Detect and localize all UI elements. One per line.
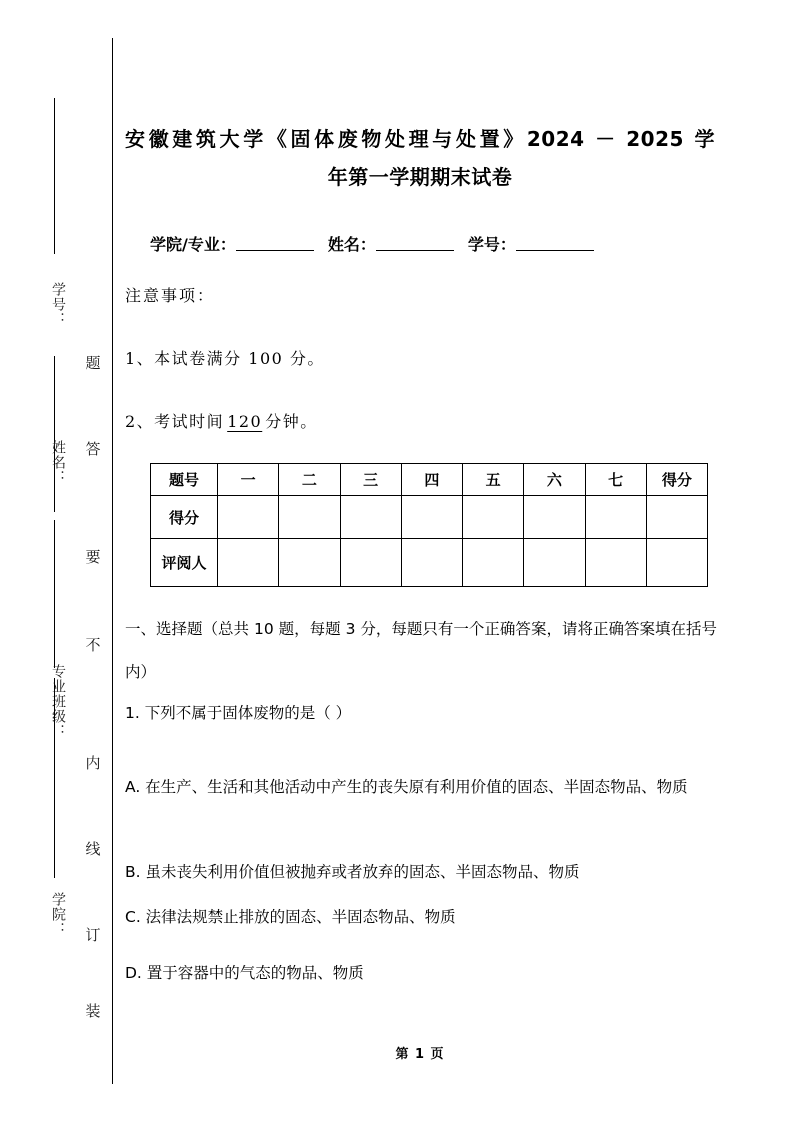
score-table-col-2: 二: [279, 464, 340, 496]
grader-cell-5[interactable]: [463, 539, 524, 587]
question-1-option-d[interactable]: D. 置于容器中的气态的物品、物质: [125, 964, 364, 982]
score-table-col-total: 得分: [646, 464, 707, 496]
score-table-col-6: 六: [524, 464, 585, 496]
score-table: [150, 463, 708, 587]
grader-cell-3[interactable]: [340, 539, 401, 587]
page-title-line-1: 安徽建筑大学《固体废物处理与处置》2024 － 2025 学: [125, 127, 715, 151]
exam-duration-value: 120: [227, 412, 263, 431]
seal-char-5: 内: [85, 754, 101, 772]
table-row-score: [151, 496, 708, 539]
score-cell-6[interactable]: [524, 496, 585, 539]
college-major-blank[interactable]: [236, 236, 314, 251]
grader-cell-6[interactable]: [524, 539, 585, 587]
grader-cell-2[interactable]: [279, 539, 340, 587]
margin-label-class: 专业班级：: [50, 663, 66, 739]
question-1-option-b[interactable]: B. 虽未丧失利用价值但被抛弃或者放弃的固态、半固态物品、物质: [125, 863, 580, 881]
score-cell-2[interactable]: [279, 496, 340, 539]
margin-rule-segment-4: [54, 678, 55, 878]
score-cell-total[interactable]: [646, 496, 707, 539]
page-footer: 第 1 页: [395, 1047, 445, 1062]
seal-char-7: 订: [85, 926, 101, 944]
seal-char-4: 不: [85, 636, 101, 654]
margin-vertical-rule: [112, 38, 113, 1084]
margin-rule-segment-1: [54, 98, 55, 254]
score-cell-3[interactable]: [340, 496, 401, 539]
score-table-col-3: 三: [340, 464, 401, 496]
grader-cell-4[interactable]: [401, 539, 462, 587]
student-id-blank[interactable]: [516, 236, 594, 251]
grader-cell-total[interactable]: [646, 539, 707, 587]
grader-cell-7[interactable]: [585, 539, 646, 587]
page-title: [125, 120, 715, 196]
student-id-label: 学号：: [467, 235, 516, 254]
margin-label-student-id: 学号：: [50, 281, 66, 327]
score-table-col-7: 七: [585, 464, 646, 496]
table-row-grader: [151, 539, 708, 587]
score-table-row-label-0: 题号: [151, 464, 218, 496]
seal-char-8: 装: [85, 1002, 101, 1020]
notice-heading: 注意事项：: [125, 286, 216, 305]
score-cell-5[interactable]: [463, 496, 524, 539]
seal-char-2: 答: [85, 440, 101, 458]
question-1-option-c[interactable]: C. 法律法规禁止排放的固态、半固态物品、物质: [125, 908, 456, 926]
college-major-label: 学院/专业：: [150, 235, 236, 254]
margin-seal-column: [78, 0, 120, 1122]
margin-label-name: 姓名：: [50, 439, 66, 485]
score-table-col-1: 一: [218, 464, 279, 496]
notice-item-1: 1、本试卷满分 100 分。: [125, 349, 325, 368]
score-table-col-5: 五: [463, 464, 524, 496]
notice-item-2: [125, 409, 318, 432]
score-cell-1[interactable]: [218, 496, 279, 539]
margin-label-college: 学院：: [50, 891, 66, 937]
question-1-option-a[interactable]: A. 在生产、生活和其他活动中产生的丧失原有利用价值的固态、半固态物品、物质: [125, 778, 688, 796]
section-heading: 一、选择题（总共 10 题，每题 3 分，每题只有一个正确答案，请将正确答案填在括号内）: [125, 620, 717, 681]
name-label: 姓名：: [327, 235, 376, 254]
score-cell-7[interactable]: [585, 496, 646, 539]
seal-char-6: 线: [85, 840, 101, 858]
score-cell-4[interactable]: [401, 496, 462, 539]
seal-char-3: 要: [85, 548, 101, 566]
grader-cell-1[interactable]: [218, 539, 279, 587]
student-info-row: [150, 232, 720, 255]
margin-label-column: [28, 0, 68, 1122]
notice-item-2-prefix: 2、考试时间: [125, 412, 225, 431]
score-table-row-label-2: 评阅人: [151, 539, 218, 587]
page-title-line-2: 年第一学期期末试卷: [327, 165, 513, 189]
score-table-col-4: 四: [401, 464, 462, 496]
table-row-header: [151, 464, 708, 496]
question-1-stem: 1. 下列不属于固体废物的是（ ）: [125, 704, 352, 722]
seal-char-1: 题: [85, 354, 101, 372]
exam-content: [120, 0, 720, 1122]
notice-item-2-suffix: 分钟。: [265, 412, 318, 431]
score-table-row-label-1: 得分: [151, 496, 218, 539]
name-blank[interactable]: [376, 236, 454, 251]
